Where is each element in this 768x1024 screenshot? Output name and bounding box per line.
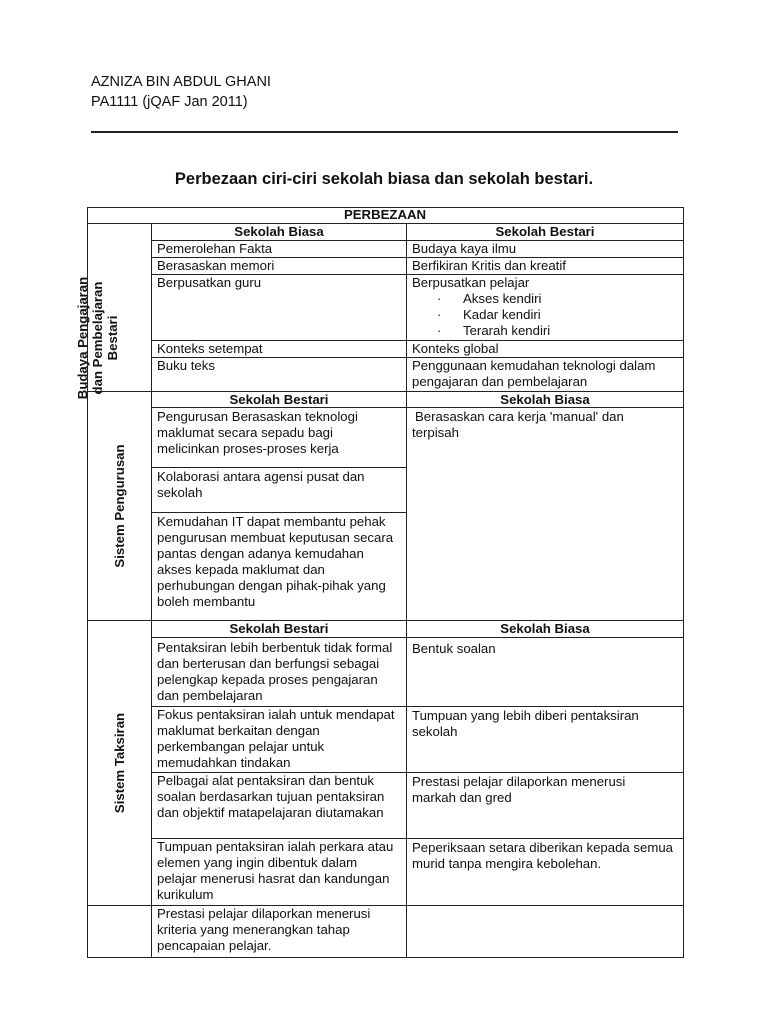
table-header: PERBEZAAN xyxy=(343,207,427,222)
table-line xyxy=(151,467,406,468)
list-item: Akses kendiri xyxy=(463,291,542,306)
bullet-icon: · xyxy=(437,323,442,338)
table-cell: Prestasi pelajar dilaporkan menerusi kriteria yang menerangkan tahap pencapaian pelajar. xyxy=(157,906,371,953)
section-label-line: Sistem Taksiran xyxy=(111,712,127,814)
column-header: Sekolah Bestari xyxy=(495,224,595,239)
table-cell: Pemerolehan Fakta xyxy=(157,241,273,256)
bullet-icon: · xyxy=(437,291,442,306)
section-label-line: dan Pembelajaran xyxy=(89,281,105,395)
list-item: Kadar kendiri xyxy=(463,307,541,322)
column-header: Sekolah Bestari xyxy=(229,392,329,407)
table-cell: Bentuk soalan xyxy=(412,641,496,656)
table-cell: Budaya kaya ilmu xyxy=(412,241,517,256)
table-cell: Konteks setempat xyxy=(157,341,263,356)
column-header: Sekolah Biasa xyxy=(500,621,590,636)
table-cell: Berpusatkan guru xyxy=(157,275,262,290)
column-header: Sekolah Biasa xyxy=(500,392,590,407)
table-cell: Berasaskan memori xyxy=(157,258,275,273)
table-cell: Tumpuan pentaksiran ialah perkara atau elemen yang ingin dibentuk dalam pelajar menerusi hasrat dan kandungan kurikulum xyxy=(157,839,394,902)
section-label-line: Bestari xyxy=(104,315,120,361)
column-header: Sekolah Biasa xyxy=(234,224,324,239)
table-cell: Berpusatkan pelajar xyxy=(412,275,530,290)
table-line xyxy=(151,512,406,513)
table-cell: Fokus pentaksiran ialah untuk mendapat maklumat berkaitan dengan perkembangan pelajar untuk memudahkan tindakan xyxy=(157,707,395,770)
table-cell: Tumpuan yang lebih diberi pentaksiran sekolah xyxy=(412,708,639,739)
table-cell: Pentaksiran lebih berbentuk tidak formal dan berterusan dan berfungsi sebagai pelengkap kepada proses pengajaran dan pembelajaran xyxy=(157,640,393,703)
table-cell: Pengurusan Berasaskan teknologi maklumat secara sepadu bagi melicinkan proses-proses kerja xyxy=(157,409,358,456)
column-header: Sekolah Bestari xyxy=(229,621,329,636)
table-border-bottom xyxy=(87,957,683,958)
table-cell: Buku teks xyxy=(157,358,215,373)
table-cell: Peperiksaan setara diberikan kepada semua murid tanpa mengira kebolehan. xyxy=(412,840,673,871)
section-label-pengurusan xyxy=(112,386,128,626)
bullet-icon: · xyxy=(437,307,442,322)
table-cell: Pelbagai alat pentaksiran dan bentuk soalan berdasarkan tujuan pentaksiran dan objektif matapelajaran diutamakan xyxy=(157,773,385,820)
section-label-taksiran xyxy=(112,643,128,883)
table-line xyxy=(406,223,407,958)
document-title: Perbezaan ciri-ciri sekolah biasa dan sekolah bestari. xyxy=(174,170,594,188)
horizontal-rule xyxy=(91,131,678,133)
author-course: PA1111 (jQAF Jan 2011) xyxy=(91,94,248,110)
table-cell: Berasaskan cara kerja 'manual' dan terpisah xyxy=(412,409,624,440)
table-line xyxy=(151,637,683,638)
author-block xyxy=(91,72,271,112)
table-cell: Berfikiran Kritis dan kreatif xyxy=(412,258,566,273)
table-cell: Kolaborasi antara agensi pusat dan sekolah xyxy=(157,469,365,500)
table-cell: Penggunaan kemudahan teknologi dalam pengajaran dan pembelajaran xyxy=(412,358,656,389)
table-cell: Prestasi pelajar dilaporkan menerusi markah dan gred xyxy=(412,774,626,805)
list-item: Terarah kendiri xyxy=(463,323,551,338)
author-name: AZNIZA BIN ABDUL GHANI xyxy=(91,74,271,90)
section-label-line: Sistem Pengurusan xyxy=(111,444,127,568)
table-border-right xyxy=(683,207,684,958)
table-cell: Kemudahan IT dapat membantu pehak pengurusan membuat keputusan secara pantas dengan adanya kemudahan akses kepada maklumat dan perhubungan dengan pihak-pihak yang boleh membantu xyxy=(157,514,394,609)
section-label-line: Budaya Pengajaran xyxy=(74,276,90,400)
table-cell: Konteks global xyxy=(412,341,499,356)
